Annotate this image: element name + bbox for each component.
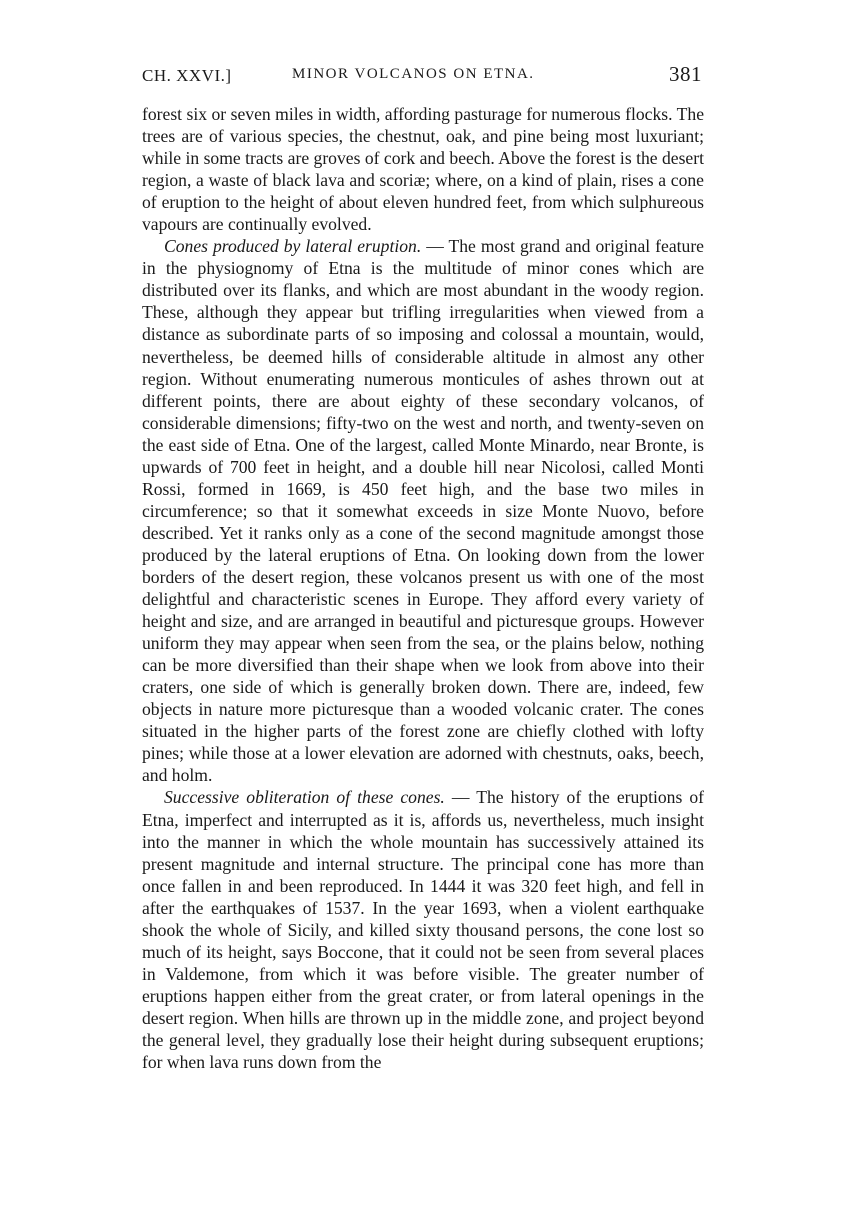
chapter-reference: CH. XXVI.] — [142, 66, 232, 85]
body-text — [142, 103, 704, 1073]
running-header — [142, 62, 704, 88]
page-number: 381 — [669, 62, 702, 86]
paragraph-2-text: — The most grand and original feature in the physiognomy of Etna is the multitude of minor cones which are distributed over its flanks, and which are most abundant in the woody region. These, although they appear but trifling irregularities when viewed from a distance as subordinate parts of so imposing and colossal a mountain, would, nevertheless, be deemed hills of considerable altitude in almost any other region. Without enumerating numerous monticules of ashes thrown out at different points, there are about eighty of these secondary volcanos, of considerable dimensions; fifty-two on the west and north, and twenty-seven on the east side of Etna. One of the largest, called Monte Minardo, near Bronte, is upwards of 700 feet in height, and a double hill near Nicolosi, called Monti Rossi, formed in 1669, is 450 feet high, and the base two miles in circumference; so that it somewhat exceeds in size Monte Nuovo, before described. Yet it ranks only as a cone of the second magnitude amongst those produced by the lateral eruptions of Etna. On looking down from the lower borders of the desert region, these volcanos present us with one of the most delightful and characteristic scenes in Europe. They afford every variety of height and size, and are arranged in beautiful and picturesque groups. However uniform they may appear when seen from the sea, or the plains below, nothing can be more diversified than their shape when we look from above into their craters, one side of which is generally broken down. There are, indeed, few objects in nature more picturesque than a wooded volcanic crater. The cones situated in the higher parts of the forest zone are chiefly clothed with lofty pines; while those at a lower elevation are adorned with chestnuts, oaks, beech, and holm. — [142, 236, 704, 786]
paragraph-3-text: — The history of the eruptions of Etna, imperfect and interrupted as it is, affords us, nevertheless, much insight into the manner in which the whole mountain has successively attained its present magnitude and internal structure. The principal cone has more than once fallen in and been reproduced. In 1444 it was 320 feet high, and fell in after the earthquakes of 1537. In the year 1693, when a violent earthquake shook the whole of Sicily, and killed sixty thousand persons, the cone lost so much of its height, says Boccone, that it could not be seen from several places in Valdemone, from which it was before visible. The greater number of eruptions happen either from the great crater, or from lateral openings in the desert region. When hills are thrown up in the middle zone, and project beyond the general level, they gradually lose their height during subsequent eruptions; for when lava runs down from the — [142, 787, 705, 1073]
running-title: MINOR VOLCANOS ON ETNA. — [292, 66, 535, 82]
paragraph-1 — [142, 103, 704, 235]
section-heading-successive-obliteration: Successive obliteration of these cones. — [164, 787, 445, 808]
book-page — [142, 62, 704, 1073]
section-heading-lateral-eruption: Cones produced by lateral eruption. — [164, 236, 422, 257]
paragraph-3 — [142, 786, 704, 1073]
paragraph-2 — [142, 235, 704, 786]
paragraph-1-text: forest six or seven miles in width, affording pasturage for numerous flocks. The trees are of various species, the chestnut, oak, and pine being most luxuriant; while in some tracts are groves of cork and beech. Above the forest is the desert region, a waste of black lava and scoriæ; where, on a kind of plain, rises a cone of eruption to the height of about eleven hundred feet, from which sulphureous vapours are continually evolved. — [142, 104, 704, 235]
